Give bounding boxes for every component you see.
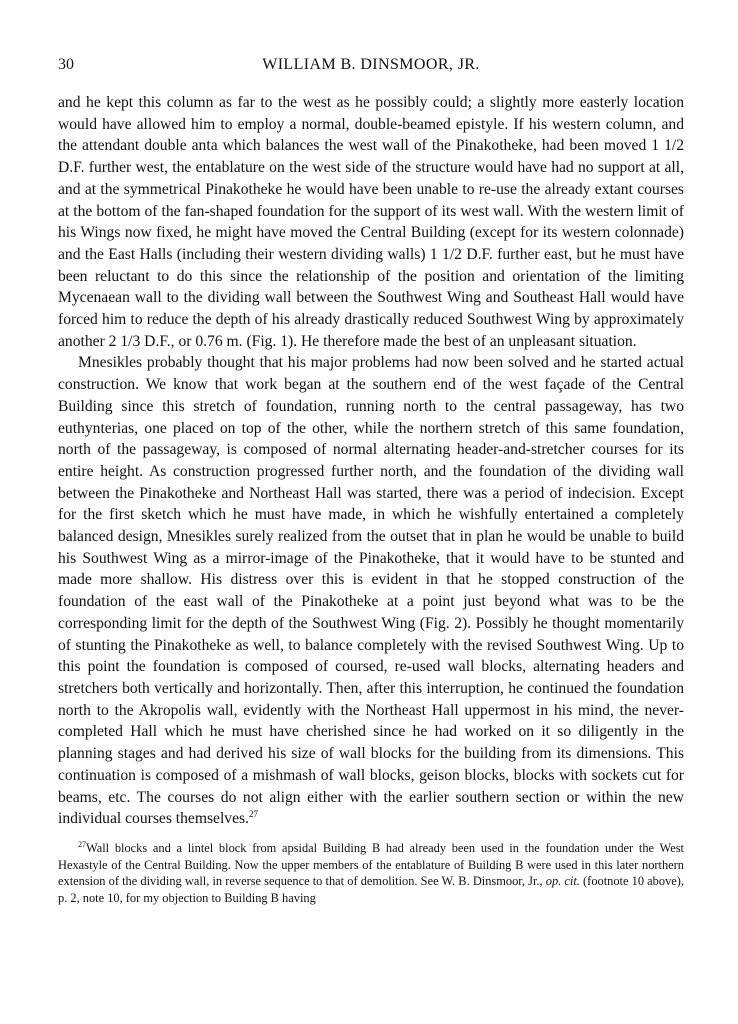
footnote-number: 27 (78, 839, 86, 849)
page-number: 30 (58, 56, 74, 73)
page (58, 56, 684, 906)
footnote-marker[interactable]: 27 (249, 809, 258, 820)
footnote-text-part-1: Wall blocks and a lintel block from apsidal Building B had already been used in the foundation under the West Hexastyle of the Central Building. Now the upper members of the entablature of Building B were used in this later northern extension of the dividing wall, in reverse sequence to that of demolition. See W. B. Dinsmoor, Jr., (58, 840, 684, 889)
running-title: WILLIAM B. DINSMOOR, JR. (262, 56, 480, 73)
paragraph (58, 352, 684, 829)
paragraph (58, 92, 684, 352)
footnote (58, 840, 684, 906)
running-head (58, 56, 684, 78)
paragraph-1-text: and he kept this column as far to the west as he possibly could; a slightly more easterly location would have allowed him to employ a normal, double-beamed epistyle. If his western column, and the attendant double anta which balances the west wall of the Pinakotheke, had been moved 1 1/2 D.F. further west, the entablature on the west side of the structure would have had no support at all, and at the symmetrical Pinakotheke he would have been unable to re-use the already extant courses at the bottom of the fan-shaped foundation for the support of its west wall. With the western limit of his Wings now fixed, he might have moved the Central Building (except for its western colonnade) and the East Halls (including their western dividing walls) 1 1/2 D.F. further east, but he must have been reluctant to do this since the relationship of the position and orientation of the limiting Mycenaean wall to the dividing wall between the Southwest Wing and Southeast Hall would have forced him to reduce the depth of his already drastically reduced Southwest Wing by approximately another 2 1/3 D.F., or 0.76 m. (Fig. 1). He therefore made the best of an unpleasant situation. (58, 94, 684, 350)
footnote-text-part-2: (footnote 10 above), p. 2, note 10, for my objection to Building B having (58, 874, 684, 905)
paragraph-2-text: Mnesikles probably thought that his major problems had now been solved and he started actual construction. We know that work began at the southern end of the west façade of the Central Building since this stretch of foundation, running north to the central passageway, has two euthynterias, one placed on top of the other, while the northern stretch of this same foundation, north of the passageway, is composed of normal alternating header-and-stretcher courses for its entire height. As construction progressed further north, and the foundation of the dividing wall between the Pinakotheke and Northeast Hall was started, there was a period of indecision. Except for the first sketch which he must have made, in which he wishfully entertained a completely balanced design, Mnesikles surely realized from the outset that in plan he would be unable to build his Southwest Wing as a mirror-image of the Pinakotheke, that it would have to be stunted and made more shallow. His distress over this is evident in that he stopped construction of the foundation of the east wall of the Pinakotheke at a point just beyond what was to be the corresponding limit for the depth of the Southwest Wing (Fig. 2). Possibly he thought momentarily of stunting the Pinakotheke as well, to balance completely with the revised Southwest Wing. Up to this point the foundation is composed of coursed, re-used wall blocks, alternating headers and stretchers both vertically and horizontally. Then, after this interruption, he continued the foundation north to the Akropolis wall, evidently with the Northeast Hall uppermost in his mind, the never-completed Hall which he must have cherished since he had worked on it so diligently in the planning stages and had derived his size of wall blocks for the building from its dimensions. This continuation is composed of a mishmash of wall blocks, geison blocks, blocks with sockets cut for beams, etc. The courses do not align either with the earlier southern section or within the new individual courses themselves. (58, 354, 684, 828)
body-text (58, 92, 684, 830)
footnote-citation-italic: op. cit. (545, 874, 580, 889)
